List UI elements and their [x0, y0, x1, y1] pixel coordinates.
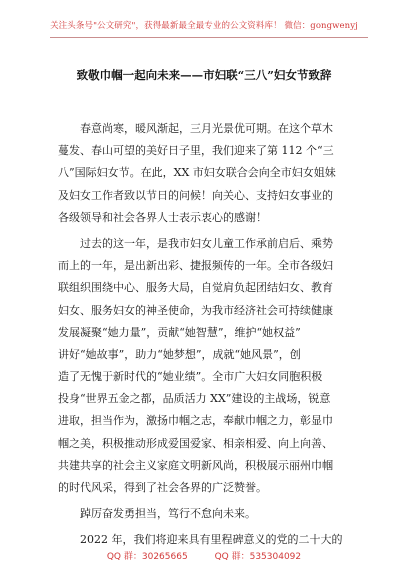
- header-divider: [50, 37, 368, 38]
- document-title: 致敬巾帼一起向未来——市妇联“三八”妇女节致辞: [76, 68, 332, 82]
- text-line: 春意尚寒，暖风渐起，三月光景优可期。在这个草木: [58, 122, 333, 135]
- text-line: 发展凝聚“她力量”，贡献“她智慧”，维护“她权益”: [58, 325, 301, 339]
- text-line: 妇女、服务妇女的神圣使命，为我市经济社会可持续健康: [58, 303, 333, 317]
- footer-qq-group-2: QQ 群：535304092: [214, 552, 302, 562]
- header-banner: 关注头条号"公文研究"，获得最新最全最专业的公文资料库！ 微信：gongwenyj: [50, 21, 358, 31]
- document-body: [58, 118, 358, 552]
- text-line: 八”国际妇女节。在此，XX 市妇女联合会向全市妇女姐妹: [58, 166, 336, 180]
- text-line: 及妇女工作者致以节日的问候！向关心、支持妇女事业的: [58, 188, 333, 202]
- footer-qq-group-1: QQ 群：30265665: [106, 552, 188, 562]
- text-line: 进取，担当作为，激扬巾帼之志，奉献巾帼之力，彰显巾: [58, 414, 333, 428]
- text-line: 讲好“她故事”，助力“她梦想”，成就“她风景”，创: [58, 347, 301, 361]
- text-line: 而上的一年，是出新出彩、捷报频传的一年。全市各级妇: [58, 259, 333, 273]
- text-line: 联组织围绕中心、服务大局，自觉肩负起团结妇女、教育: [58, 281, 333, 295]
- text-line: 过去的这一年，是我市妇女儿童工作承前启后、乘势: [58, 236, 333, 250]
- text-line: 各级领导和社会各界人士表示衷心的感谢！: [58, 210, 267, 224]
- text-line: 造了无愧于新时代的“她业绩”。全市广大妇女同胞积极: [58, 370, 323, 384]
- text-line: 踔厉奋发勇担当，笃行不怠向未来。: [58, 507, 256, 521]
- text-line: 共建共享的社会主义家庭文明新风尚，积极展示丽州巾帼: [58, 458, 333, 472]
- text-line: 蔓发、春山可望的美好日子里，我们迎来了第 112 个“三: [58, 144, 334, 158]
- text-line: 投身“世界五金之都，品质活力 XX”建设的主战场，锐意: [58, 392, 331, 406]
- paragraph: [58, 233, 358, 499]
- text-line: 的时代风采，得到了社会各界的广泛赞誉。: [58, 481, 267, 494]
- footer: [0, 549, 408, 562]
- text-line: 帼之美，积极推动形成爱国爱家、相亲相爱、向上向善、: [58, 436, 333, 450]
- paragraph: [58, 118, 358, 229]
- text-line: 2022 年，我们将迎来具有里程碑意义的党的二十大的: [58, 533, 343, 547]
- paragraph: [58, 503, 358, 525]
